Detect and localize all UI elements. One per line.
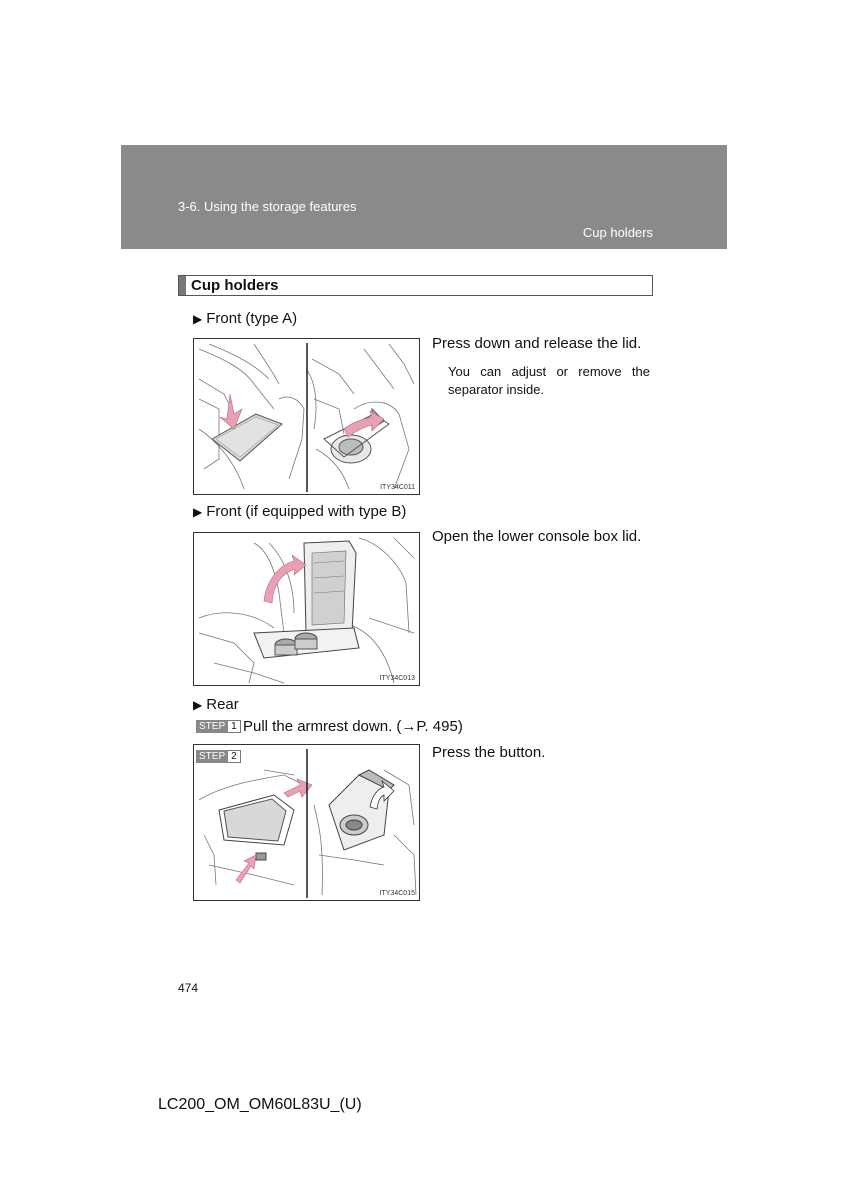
figure-code: ITY34C015	[379, 890, 415, 897]
figure-front-a	[193, 338, 420, 495]
rear-instruction: Press the button.	[432, 744, 546, 761]
front-a-heading	[193, 310, 297, 327]
triangle-bullet-icon: ▶	[193, 312, 203, 326]
page-number: 474	[178, 981, 199, 995]
figure-rear-illustration	[194, 745, 420, 901]
front-a-heading-text: Front (type A)	[206, 310, 298, 327]
front-a-instruction: Press down and release the lid.	[432, 335, 642, 352]
section-title-box	[178, 275, 653, 296]
front-a-note: You can adjust or remove the separator inside.	[448, 364, 650, 397]
step-number: 2	[228, 750, 241, 763]
figure-front-b	[193, 532, 420, 686]
page-header	[121, 145, 727, 249]
front-b-instruction: Open the lower console box lid.	[432, 528, 642, 545]
step-label: STEP	[196, 750, 228, 763]
step-1-badge	[196, 720, 241, 733]
header-section: 3-6. Using the storage features	[178, 199, 357, 214]
step-number: 1	[228, 720, 241, 733]
step-label: STEP	[196, 720, 228, 733]
rear-heading	[193, 696, 239, 713]
figure-code: ITY34C013	[379, 675, 415, 682]
header-subject: Cup holders	[582, 225, 653, 240]
front-b-heading-text: Front (if equipped with type B)	[206, 503, 407, 520]
figure-front-b-illustration	[194, 533, 420, 686]
step-1-text: Pull the armrest down. (→P. 495)	[243, 718, 463, 735]
section-title: Cup holders	[191, 277, 279, 294]
figure-rear	[193, 744, 420, 901]
section-title-bar	[179, 276, 186, 295]
triangle-bullet-icon: ▶	[193, 505, 203, 519]
document-footer: LC200_OM_OM60L83U_(U)	[158, 1096, 362, 1113]
figure-code: ITY34C011	[380, 484, 415, 491]
figure-front-a-illustration	[194, 339, 420, 495]
rear-heading-text: Rear	[206, 696, 239, 713]
triangle-bullet-icon: ▶	[193, 698, 203, 712]
front-b-heading	[193, 503, 406, 520]
step-2-badge	[196, 750, 241, 763]
